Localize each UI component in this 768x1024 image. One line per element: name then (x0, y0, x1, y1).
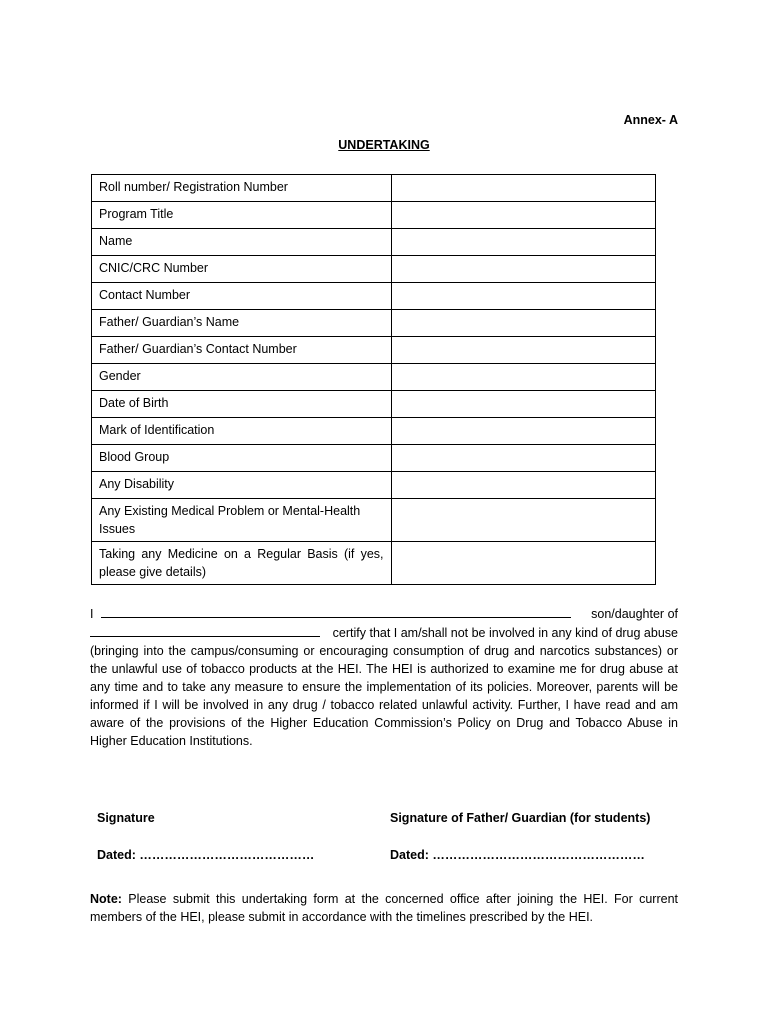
row-value-field[interactable] (391, 283, 655, 310)
signature-label: Signature (97, 811, 155, 825)
info-table (91, 174, 656, 585)
row-value-field[interactable] (391, 310, 655, 337)
table-row (92, 256, 656, 283)
certification-line-2 (90, 623, 678, 642)
note-section (90, 890, 678, 926)
table-row (92, 499, 656, 542)
table-row (92, 229, 656, 256)
row-value-field[interactable] (391, 445, 655, 472)
row-label: Mark of Identification (92, 418, 392, 445)
row-label: Roll number/ Registration Number (92, 175, 392, 202)
certify-text: certify that I am/shall not be involved in any kind of drug abuse (332, 626, 678, 640)
row-label: Contact Number (92, 283, 392, 310)
row-value-field[interactable] (391, 256, 655, 283)
certification-paragraph: (bringing into the campus/consuming or encouraging consumption of drug and narcotics substances) or the unlawful use of tobacco products at the HEI. The HEI is authorized to examine me for drug abuse at any time and to take any measure to ensure the implementation of its policies. Moreover, parents will be informed if I will be involved in any drug / tobacco related unlawful activity. Further, I have read and am aware of the provisions of the Higher Education Commission’s Policy on Drug and Tobacco Abuse in Higher Education Institutions. (90, 644, 678, 748)
table-row (92, 310, 656, 337)
row-label: Father/ Guardian’s Contact Number (92, 337, 392, 364)
table-row (92, 542, 656, 585)
row-label: Taking any Medicine on a Regular Basis (if yes, please give details) (92, 542, 392, 585)
row-label: Any Existing Medical Problem or Mental-Health Issues (92, 499, 392, 542)
table-row (92, 445, 656, 472)
row-label: Name (92, 229, 392, 256)
table-row (92, 418, 656, 445)
note-text: Please submit this undertaking form at the concerned office after joining the HEI. For current members of the HEI, please submit in accordance with the timelines prescribed by the HEI. (90, 892, 678, 924)
row-value-field[interactable] (391, 418, 655, 445)
document-title: UNDERTAKING (338, 138, 430, 152)
name-blank-field[interactable] (101, 604, 571, 618)
row-value-field[interactable] (391, 202, 655, 229)
row-value-field[interactable] (391, 229, 655, 256)
son-daughter-text: son/daughter of (591, 607, 678, 621)
row-label: Date of Birth (92, 391, 392, 418)
row-label: Father/ Guardian’s Name (92, 310, 392, 337)
row-value-field[interactable] (391, 337, 655, 364)
row-label: CNIC/CRC Number (92, 256, 392, 283)
table-row (92, 364, 656, 391)
table-row (92, 337, 656, 364)
row-value-field[interactable] (391, 175, 655, 202)
row-label: Blood Group (92, 445, 392, 472)
row-label: Program Title (92, 202, 392, 229)
parent-name-blank-field[interactable] (90, 623, 320, 637)
certification-line-1 (90, 604, 678, 623)
row-value-field[interactable] (391, 391, 655, 418)
certification-text (90, 604, 678, 750)
annex-label: Annex- A (623, 113, 678, 127)
table-row (92, 472, 656, 499)
row-label: Any Disability (92, 472, 392, 499)
row-label: Gender (92, 364, 392, 391)
note-label: Note: (90, 892, 122, 906)
guardian-signature-label: Signature of Father/ Guardian (for students) (390, 811, 651, 825)
table-row (92, 202, 656, 229)
student-dated-field[interactable]: Dated: …………………………………… (97, 848, 315, 862)
row-value-field[interactable] (391, 499, 655, 542)
guardian-dated-field[interactable]: Dated: …………………………………………… (390, 848, 645, 862)
row-value-field[interactable] (391, 364, 655, 391)
table-row (92, 391, 656, 418)
row-value-field[interactable] (391, 542, 655, 585)
table-row (92, 175, 656, 202)
table-row (92, 283, 656, 310)
i-text: I (90, 607, 94, 621)
row-value-field[interactable] (391, 472, 655, 499)
